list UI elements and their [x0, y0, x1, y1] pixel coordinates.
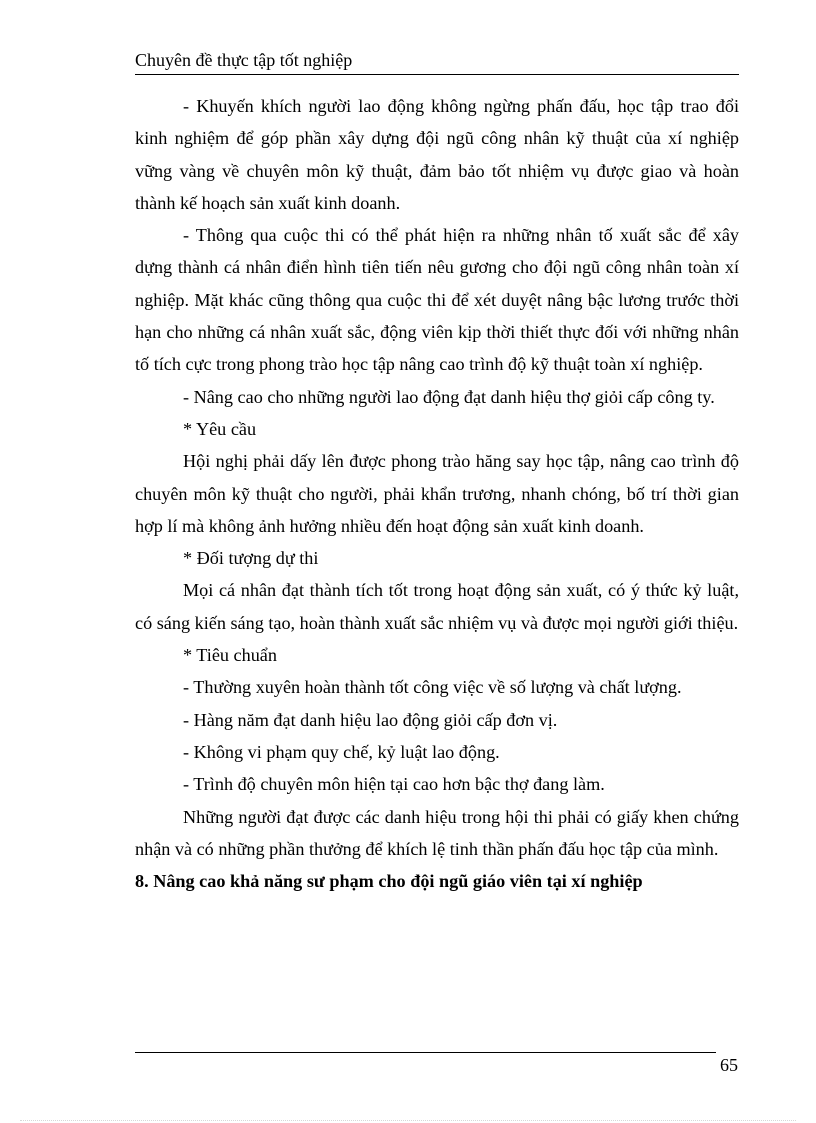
criteria-item: - Trình độ chuyên môn hiện tại cao hơn bậc thợ đang làm. — [183, 774, 605, 795]
header-title: Chuyên đề thực tập tốt nghiệp — [135, 50, 353, 70]
page-header — [135, 48, 739, 75]
footer-divider — [135, 1052, 716, 1053]
subheading-participants: * Đối tượng dự thi — [183, 548, 319, 569]
subheading-requirements: * Yêu cầu — [183, 418, 257, 439]
criteria-item: - Không vi phạm quy chế, kỷ luật lao động. — [183, 741, 500, 762]
subheading-criteria: * Tiêu chuẩn — [183, 645, 277, 666]
page-bottom-edge — [20, 1120, 796, 1121]
paragraph-awards: Những người đạt được các danh hiệu trong hội thi phải có giấy khen chứng nhận và có những phần thưởng để khích lệ tinh thần phấn đấu học tập của mình. — [135, 806, 739, 859]
paragraph-discover-talents: - Thông qua cuộc thi có thể phát hiện ra những nhân tố xuất sắc để xây dựng thành cá nhân điển hình tiên tiến nêu gương cho đội ngũ công nhân toàn xí nghiệp. Mặt khác cũng thông qua cuộc thi để xét duyệt nâng bậc lương trước thời hạn cho những cá nhân xuất sắc, động viên kịp thời thiết thực đối với những nhân tố tích cực trong phong trào học tập nâng cao trình độ kỹ thuật toàn xí nghiệp. — [135, 225, 739, 375]
section-heading: 8. Nâng cao khả năng sư phạm cho đội ngũ giáo viên tại xí nghiệp — [135, 871, 643, 892]
paragraph-improve-title: - Nâng cao cho những người lao động đạt danh hiệu thợ giỏi cấp công ty. — [183, 386, 715, 407]
criteria-item: - Hàng năm đạt danh hiệu lao động giỏi cấp đơn vị. — [183, 709, 558, 730]
criteria-item: - Thường xuyên hoàn thành tốt công việc về số lượng và chất lượng. — [183, 677, 682, 698]
paragraph-encourage-workers: - Khuyến khích người lao động không ngừng phấn đấu, học tập trao đổi kinh nghiệm để góp phần xây dựng đội ngũ công nhân kỹ thuật của xí nghiệp vững vàng về chuyên môn kỹ thuật, đảm bảo tốt nhiệm vụ được giao và hoàn thành kế hoạch sản xuất kinh doanh. — [135, 96, 739, 213]
document-body — [135, 90, 739, 897]
paragraph-requirements: Hội nghị phải dấy lên được phong trào hăng say học tập, nâng cao trình độ chuyên môn kỹ thuật cho người, phải khẩn trương, nhanh chóng, bố trí thời gian hợp lí mà không ảnh hưởng nhiều đến hoạt động sản xuất kinh doanh. — [135, 451, 739, 536]
page-number: 65 — [720, 1055, 738, 1075]
paragraph-participants: Mọi cá nhân đạt thành tích tốt trong hoạt động sản xuất, có ý thức kỷ luật, có sáng kiến sáng tạo, hoàn thành xuất sắc nhiệm vụ và được mọi người giới thiệu. — [135, 580, 739, 633]
